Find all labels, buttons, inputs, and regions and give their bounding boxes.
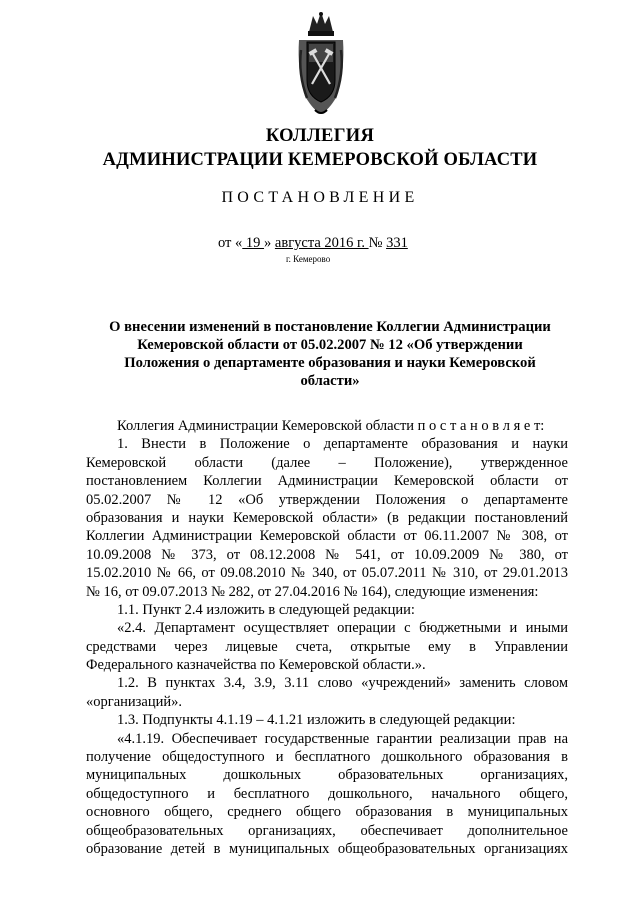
body-line: «4.1.19. Обеспечивает государственные гарантии реализации прав на [117, 730, 568, 747]
body-line: 05.02.2007 № 12 «Об утверждении Положения о департаменте [86, 491, 568, 508]
body-line: 1. Внести в Положение о департаменте образования и науки [117, 436, 568, 453]
date-month-year: августа 2016 г. [274, 235, 369, 251]
subject-line: Кемеровской области от 05.02.2007 № 12 «Об утверждении [137, 337, 523, 353]
date-day: 19 [242, 235, 265, 251]
body-line: образования и науки Кемеровской области» (в редакции постановлений [86, 509, 568, 526]
body-line: 1.3. Подпункты 4.1.19 – 4.1.21 изложить в следующей редакции: [117, 712, 516, 729]
subject-line: области» [300, 373, 360, 389]
body-line: Коллегии Администрации Кемеровской области от 06.11.2007 № 308, от [86, 528, 568, 545]
body-line: общеобразовательных организациях, обеспечивает дополнительное [86, 822, 568, 839]
body-line: Федерального казначейства по Кемеровской области.». [86, 657, 426, 674]
body-line: 10.09.2008 № 373, от 08.12.2008 № 541, от 10.09.2009 № 380, от [86, 546, 568, 563]
document-type: ПОСТАНОВЛЕНИЕ [221, 189, 419, 206]
date-mid: » [264, 235, 275, 251]
body-line: № 16, от 09.07.2013 № 282, от 27.04.2016 № 164), следующие изменения: [86, 583, 539, 600]
body-line: 1.2. В пунктах 3.4, 3.9, 3.11 слово «учреждений» заменить словом [117, 675, 568, 692]
body-line: постановлением Коллегии Администрации Кемеровской области от [86, 473, 568, 490]
body-line: основного общего, среднего общего образования в муниципальных [86, 804, 568, 821]
document-city: г. Кемерово [286, 254, 331, 264]
body-line: «2.4. Департамент осуществляет операции с бюджетными и иными [117, 620, 568, 637]
body-line: муниципальных дошкольных образовательных организациях, [86, 767, 568, 784]
body-line: 15.02.2010 № 66, от 09.08.2010 № 340, от 05.07.2011 № 310, от 29.01.2013 [86, 565, 568, 582]
body-line: Кемеровской области (далее – Положение), утвержденное [86, 454, 568, 471]
number-prefix: № [368, 235, 387, 251]
document-date-line [218, 235, 408, 252]
document-subject [100, 318, 560, 390]
body-line: Коллегия Администрации Кемеровской области п о с т а н о в л я е т: [117, 418, 545, 434]
kemerovo-coat-of-arms-icon [295, 10, 347, 118]
organization-name-line-2: АДМИНИСТРАЦИИ КЕМЕРОВСКОЙ ОБЛАСТИ [102, 150, 538, 170]
body-line: общедоступного и бесплатного дошкольного, начального общего, [86, 785, 568, 802]
body-line: 1.1. Пункт 2.4 изложить в следующей редакции: [117, 601, 415, 618]
date-prefix: от « [218, 235, 243, 251]
document-body [86, 417, 568, 858]
subject-line: Положения о департаменте образования и науки Кемеровской [124, 355, 536, 371]
organization-name-line-1: КОЛЛЕГИЯ [265, 126, 375, 146]
document-number: 331 [386, 235, 408, 251]
body-line: «организаций». [86, 693, 182, 710]
body-line: получение общедоступного и бесплатного дошкольного образования в [86, 749, 568, 766]
subject-line: О внесении изменений в постановление Коллегии Администрации [109, 319, 551, 335]
body-line: образование детей в муниципальных общеобразовательных организациях [86, 840, 568, 857]
body-line: средствами через лицевые счета, открытые ему в Управлении [86, 638, 568, 655]
